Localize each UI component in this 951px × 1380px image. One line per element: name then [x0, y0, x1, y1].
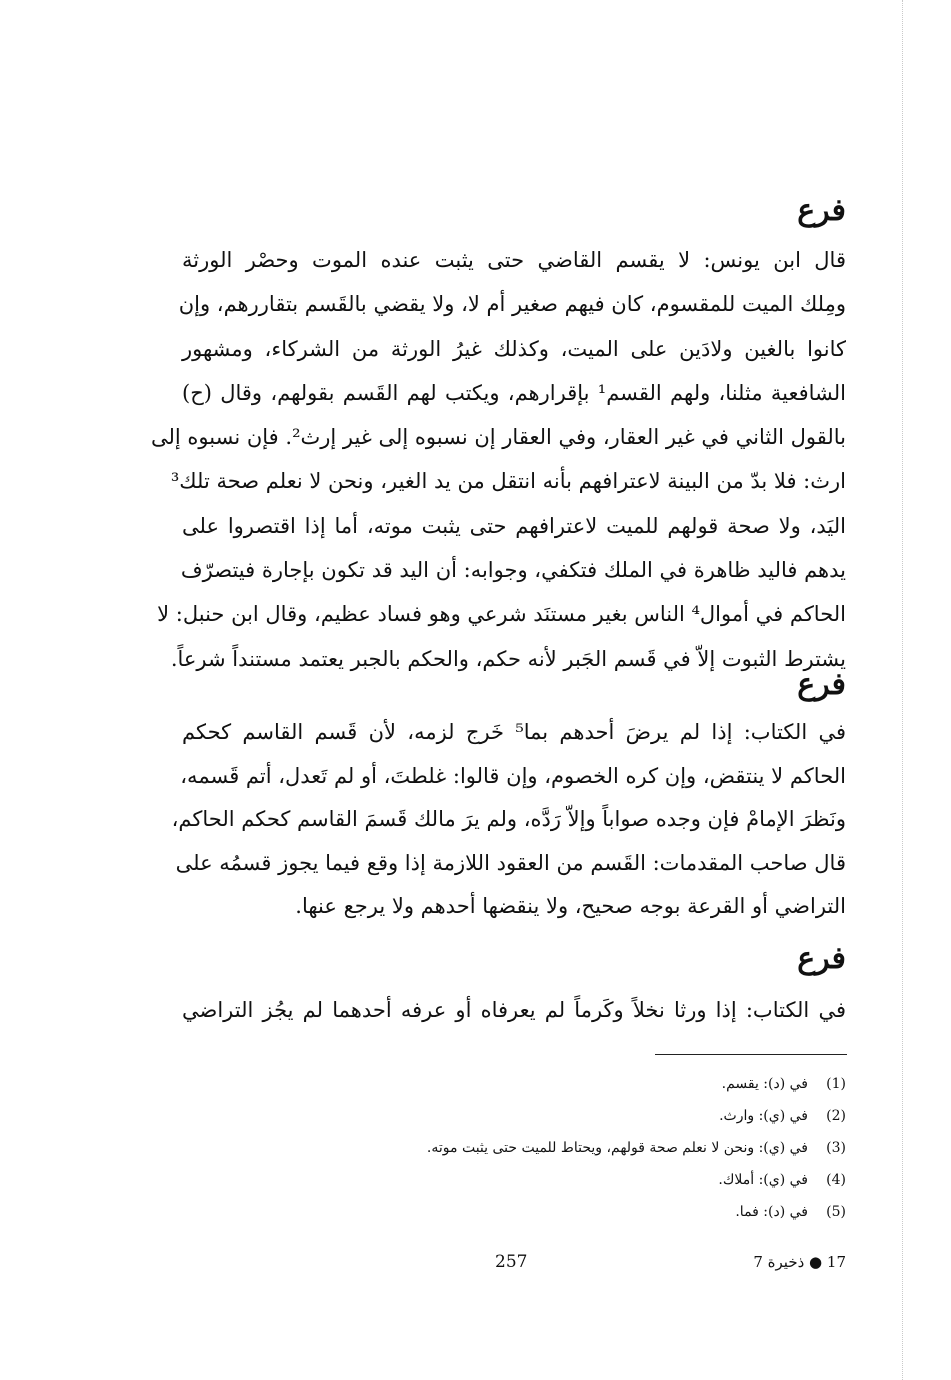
section-1-body — [151, 238, 846, 681]
footnote-text: في (ي): أملاك. — [718, 1172, 808, 1188]
text-line: في الكتاب: إذا ورثا نخلاً وكَرماً لم يعرفاه أو عرفه أحدهما لم يجُز التراضي — [182, 998, 846, 1022]
footnote-number: (5) — [826, 1204, 846, 1220]
footnote — [326, 1196, 846, 1228]
footnote-number: (4) — [826, 1172, 846, 1188]
footnote-number: (2) — [826, 1108, 846, 1124]
footnote-number: (3) — [826, 1140, 846, 1156]
signature-mark: 17 ● ذخيرة 7 — [753, 1253, 846, 1271]
section-heading-3: فرع — [797, 941, 846, 976]
footnote — [326, 1164, 846, 1196]
text-line: قال صاحب المقدمات: القَسم من العقود اللازمة إذا وقع فيما يجوز قسمُه على — [175, 850, 846, 875]
section-3-body — [182, 988, 846, 1032]
page-edge — [901, 0, 903, 1380]
page-number: 257 — [495, 1252, 528, 1272]
text-line: ونَظرَ الإمامْ فإن وجده صواباً وإلاّ رَدَّه، ولم يرَ مالك قَسمَ القاسم كحكم الحاكم، — [171, 807, 846, 832]
footnote-number: (1) — [826, 1076, 846, 1092]
footnote — [326, 1132, 846, 1164]
footnote-text: في (د): يقسم. — [721, 1076, 808, 1092]
text-line: اليَد، ولا صحة قولهم للميت لاعترافهم حتى يثبت موته، أما إذا اقتصروا على — [182, 513, 846, 538]
text-line: ارث: فلا بدّ من البينة لاعترافهم بأنه انتقل من يد الغير، ونحن لا نعلم صحة تلك³ — [170, 469, 846, 494]
section-heading-2: فرع — [797, 667, 846, 702]
text-line: بالقول الثاني في غير العقار، وفي العقار إن نسبوه إلى غير إرث². فإن نسبوه إلى — [151, 425, 846, 450]
text-line: يشترط الثبوت إلاّ في قَسم الجَبر لأنه حكم، والحكم بالجبر يعتمد مستنداً شرعاً. — [170, 646, 846, 671]
text-line: التراضي أو القرعة بوجه صحيح، ولا ينقضها أحدهم ولا يرجع عنها. — [295, 894, 846, 919]
footnote — [326, 1068, 846, 1100]
footnote-text: في (ي): ونحن لا نعلم صحة قولهم، ويحتاط للميت حتى يثبت موته. — [426, 1140, 808, 1156]
text-line: ومِلك الميت للمقسوم، كان فيهم صغير أم لا، ولا يقضي بالقَسم بتقاررهم، وإن — [178, 292, 846, 317]
text-line: الحاكم في أموال⁴ الناس بغير مستنَد شرعي وهو فساد عظيم، وقال ابن حنبل: لا — [157, 602, 846, 627]
text-line: الشافعية مثلنا، ولهم القسم¹ بإقرارهم، ويكتب لهم القَسم بقولهم، وقال (ح) — [182, 380, 846, 405]
section-2-body — [171, 711, 846, 929]
footnotes — [326, 1068, 846, 1228]
footnote-text: في (ي): وارث. — [719, 1108, 808, 1124]
footnote-separator — [655, 1054, 847, 1055]
text-line: في الكتاب: إذا لم يرضَ أحدهم بما⁵ خَرج لزمه، لأن قَسم القاسم كحكم — [182, 720, 846, 744]
footnote — [326, 1100, 846, 1132]
text-line: قال ابن يونس: لا يقسم القاضي حتى يثبت عنده الموت وحصْر الورثة — [182, 248, 846, 272]
text-line: يدهم فاليد ظاهرة في الملك فتكفي، وجوابه: أن اليد قد تكون بإجارة فيتصرّف — [180, 558, 846, 583]
text-line: كانوا بالغين ولادَين على الميت، وكذلك غيرُ الورثة من الشركاء، ومشهور — [182, 336, 846, 361]
text-line: الحاكم لا ينتقض، وإن كره الخصوم، وإن قالوا: غلطتَ، أو لم تَعدل، أتم قَسمه، — [180, 763, 846, 788]
footnote-text: في (د): فما. — [735, 1204, 808, 1220]
section-heading-1: فرع — [797, 193, 846, 228]
